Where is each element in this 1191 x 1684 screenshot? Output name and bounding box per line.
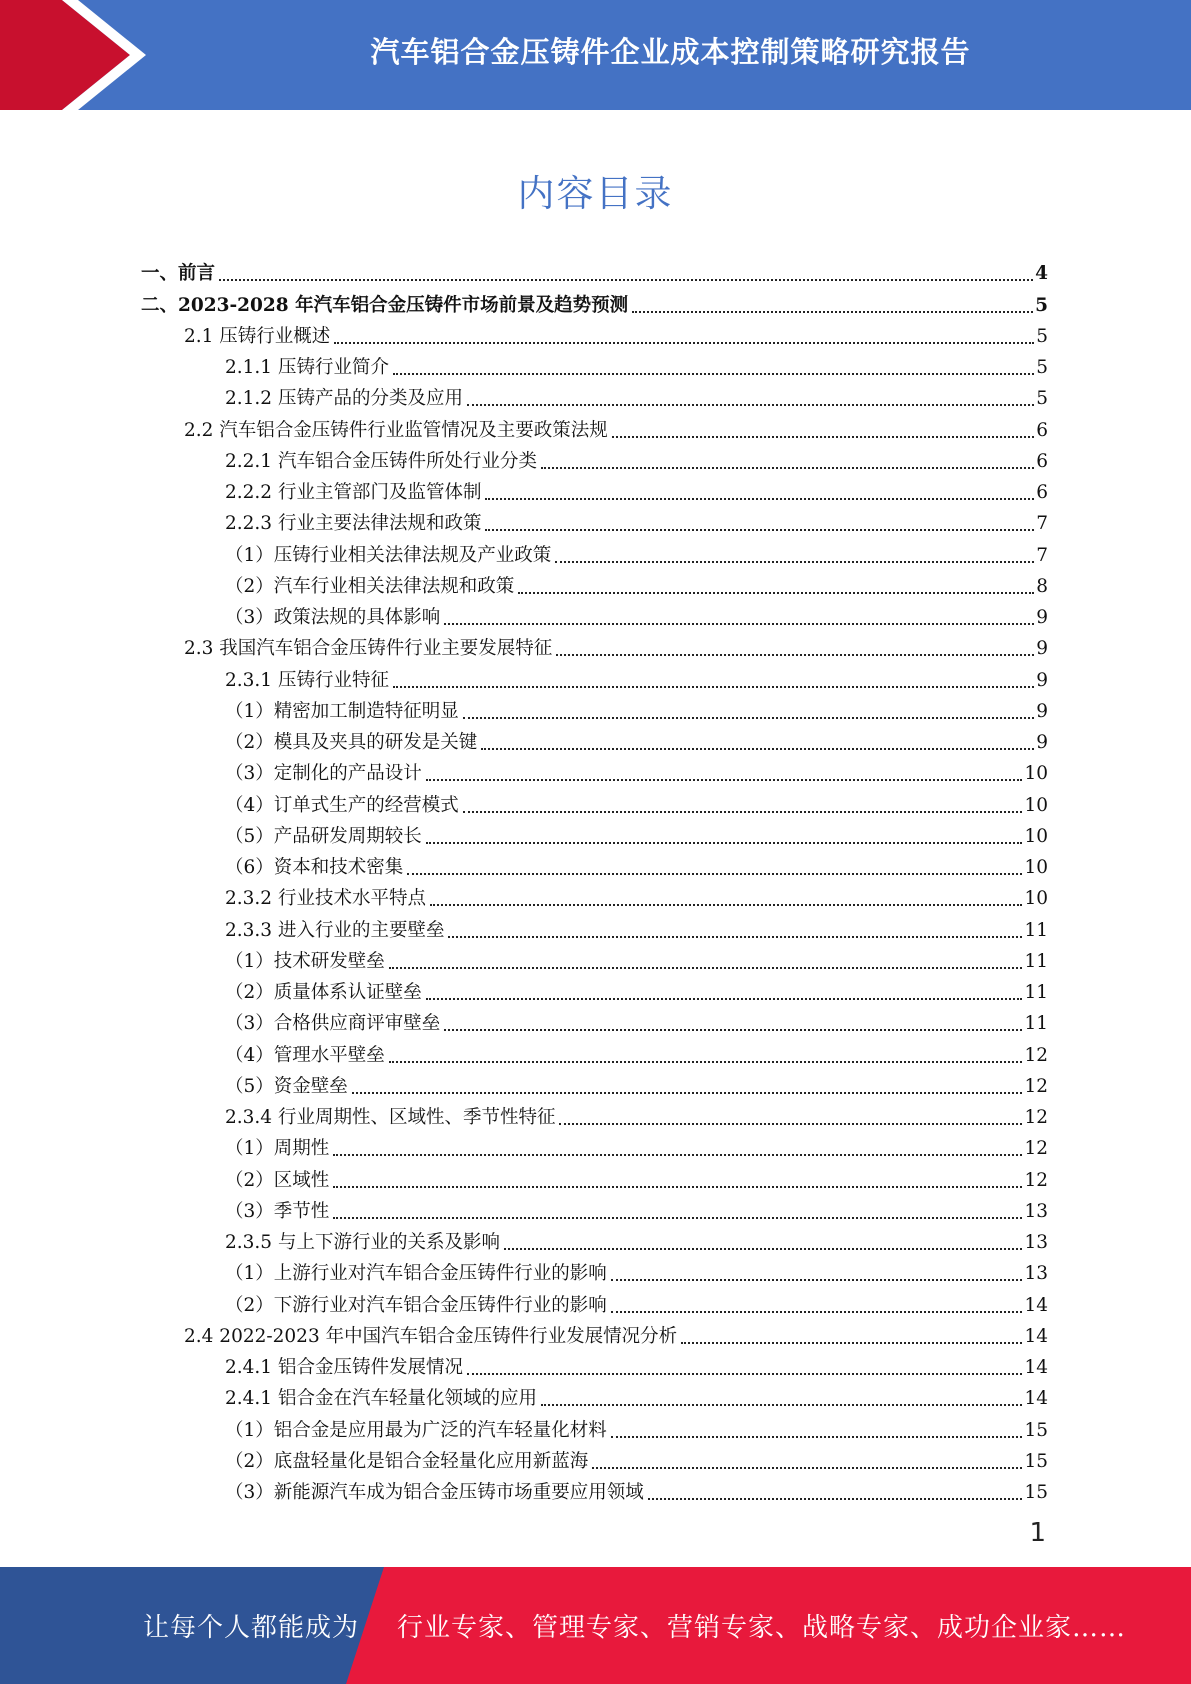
toc-dot-leader — [556, 654, 1034, 656]
toc-entry-title: （3）合格供应商评审壁垒 — [225, 1013, 441, 1035]
toc-entry-title: 2.2.2 行业主管部门及监管体制 — [225, 482, 482, 503]
toc-entry-page: 12 — [1024, 1044, 1048, 1066]
toc-entry-page: 14 — [1024, 1357, 1048, 1378]
toc-entry[interactable] — [141, 692, 1048, 723]
toc-dot-leader — [444, 1029, 1022, 1031]
toc-entry[interactable] — [141, 1160, 1048, 1191]
toc-entry-title: （2）汽车行业相关法律法规和政策 — [225, 575, 515, 597]
toc-entry-title: （1）技术研发壁垒 — [225, 950, 385, 972]
toc-entry[interactable] — [141, 879, 1048, 910]
toc-entry-title: （1）压铸行业相关法律法规及产业政策 — [225, 544, 552, 566]
toc-entry-title: 2.3 我国汽车铝合金压铸件行业主要发展特征 — [184, 638, 553, 660]
toc-entry[interactable] — [141, 848, 1048, 879]
toc-entry-title: （2）底盘轻量化是铝合金轻量化应用新蓝海 — [225, 1450, 589, 1472]
toc-entry[interactable] — [141, 348, 1048, 379]
toc-entry-title: （2）下游行业对汽车铝合金压铸件行业的影响 — [225, 1294, 607, 1316]
toc-entry[interactable] — [141, 1410, 1048, 1441]
toc-entry-page: 10 — [1024, 763, 1048, 785]
toc-heading: 内容目录 — [517, 172, 674, 215]
toc-entry-page: 11 — [1024, 982, 1048, 1003]
toc-dot-leader — [352, 1092, 1023, 1094]
toc-dot-leader — [333, 1186, 1022, 1188]
toc-entry[interactable] — [141, 1129, 1048, 1160]
toc-entry[interactable] — [141, 754, 1048, 785]
toc-entry-page: 6 — [1036, 482, 1048, 503]
toc-entry[interactable] — [141, 629, 1048, 660]
toc-entry[interactable] — [141, 598, 1048, 629]
toc-dot-leader — [681, 1342, 1022, 1344]
toc-dot-leader — [426, 998, 1023, 1000]
toc-entry-page: 10 — [1024, 794, 1048, 816]
toc-dot-leader — [648, 1498, 1023, 1500]
toc-entry[interactable] — [141, 910, 1048, 941]
toc-entry[interactable] — [141, 410, 1048, 441]
toc-dot-leader — [518, 592, 1034, 594]
toc-entry[interactable] — [141, 660, 1048, 691]
toc-dot-leader — [592, 1467, 1022, 1469]
toc-entry[interactable] — [141, 1442, 1048, 1473]
toc-entry[interactable] — [141, 285, 1048, 316]
toc-entry-title: （4）订单式生产的经营模式 — [225, 794, 459, 816]
toc-entry-page: 10 — [1024, 825, 1048, 847]
toc-entry[interactable] — [141, 567, 1048, 598]
toc-dot-leader — [612, 436, 1034, 438]
toc-entry[interactable] — [141, 723, 1048, 754]
toc-entry-title: （2）质量体系认证壁垒 — [225, 982, 422, 1003]
toc-entry[interactable] — [141, 1098, 1048, 1129]
toc-dot-leader — [393, 373, 1034, 375]
toc-entry-title: （2）区域性 — [225, 1169, 330, 1191]
toc-entry[interactable] — [141, 1379, 1048, 1410]
toc-dot-leader — [448, 936, 1022, 938]
toc-entry-page: 12 — [1024, 1138, 1048, 1160]
toc-entry[interactable] — [141, 1348, 1048, 1379]
toc-entry-title: （3）新能源汽车成为铝合金压铸市场重要应用领域 — [225, 1482, 644, 1503]
toc-entry-page: 14 — [1024, 1325, 1048, 1347]
toc-entry-page: 9 — [1036, 669, 1048, 691]
toc-dot-leader — [541, 467, 1034, 469]
toc-entry-title: （1）铝合金是应用最为广泛的汽车轻量化材料 — [225, 1419, 607, 1441]
toc-entry-page: 10 — [1024, 857, 1048, 878]
toc-entry-title: 2.3.2 行业技术水平特点 — [225, 888, 426, 910]
toc-entry-page: 6 — [1036, 419, 1048, 441]
toc-entry-title: 2.3.3 进入行业的主要壁垒 — [225, 919, 445, 941]
toc-entry-title: （2）模具及夹具的研发是关键 — [225, 732, 478, 753]
toc-dot-leader — [467, 1373, 1022, 1375]
toc-entry-title: 2.1.2 压铸产品的分类及应用 — [225, 388, 463, 410]
toc-entry-page: 15 — [1024, 1482, 1048, 1503]
toc-entry[interactable] — [141, 504, 1048, 535]
header-arrow-decoration — [0, 0, 160, 110]
toc-entry[interactable] — [141, 1223, 1048, 1254]
toc-entry[interactable] — [141, 1317, 1048, 1348]
table-of-contents — [141, 254, 1048, 1504]
toc-entry-page: 14 — [1024, 1294, 1048, 1316]
toc-entry-page: 11 — [1024, 950, 1048, 972]
toc-entry[interactable] — [141, 973, 1048, 1004]
toc-entry-title: 2.1 压铸行业概述 — [184, 325, 331, 347]
toc-dot-leader — [467, 404, 1034, 406]
toc-entry-page: 8 — [1036, 575, 1048, 597]
toc-entry-title: 2.4 2022-2023 年中国汽车铝合金压铸件行业发展情况分析 — [184, 1325, 678, 1347]
toc-entry-title: （3）政策法规的具体影响 — [225, 607, 441, 628]
toc-entry-page: 13 — [1024, 1200, 1048, 1222]
toc-dot-leader — [333, 1154, 1022, 1156]
toc-entry-title: 一、前言 — [141, 263, 216, 285]
toc-entry-title: （1）上游行业对汽车铝合金压铸件行业的影响 — [225, 1263, 607, 1285]
toc-dot-leader — [559, 1123, 1022, 1125]
toc-dot-leader — [541, 1404, 1022, 1406]
toc-entry-page: 9 — [1036, 638, 1048, 660]
toc-entry-page: 13 — [1024, 1232, 1048, 1253]
toc-entry[interactable] — [141, 942, 1048, 973]
toc-dot-leader — [632, 311, 1033, 313]
toc-entry-title: （1）周期性 — [225, 1138, 330, 1160]
toc-dot-leader — [485, 529, 1034, 531]
toc-entry-page: 7 — [1036, 544, 1048, 566]
toc-entry-page: 5 — [1036, 325, 1048, 347]
toc-entry-title: 2.2.3 行业主要法律法规和政策 — [225, 513, 482, 535]
toc-entry-page: 7 — [1036, 513, 1048, 535]
toc-entry-page: 10 — [1024, 888, 1048, 910]
toc-entry[interactable] — [141, 1067, 1048, 1098]
toc-dot-leader — [430, 904, 1022, 906]
toc-entry[interactable] — [141, 1004, 1048, 1035]
toc-entry[interactable] — [141, 1035, 1048, 1066]
toc-dot-leader — [485, 498, 1034, 500]
toc-dot-leader — [333, 1217, 1022, 1219]
toc-entry[interactable] — [141, 1285, 1048, 1316]
toc-entry[interactable] — [141, 1473, 1048, 1504]
page-header-band — [0, 0, 1191, 110]
toc-entry-title: 2.4.1 铝合金在汽车轻量化领域的应用 — [225, 1388, 537, 1410]
toc-entry[interactable] — [141, 317, 1048, 348]
toc-entry-page: 12 — [1024, 1169, 1048, 1191]
toc-dot-leader — [426, 779, 1023, 781]
toc-entry-title: （6）资本和技术密集 — [225, 857, 404, 878]
toc-dot-leader — [334, 342, 1034, 344]
toc-entry-title: 2.3.4 行业周期性、区域性、季节性特征 — [225, 1107, 556, 1128]
page-footer-band — [0, 1567, 1191, 1684]
toc-entry-title: （5）资金壁垒 — [225, 1075, 348, 1097]
toc-entry-page: 9 — [1036, 607, 1048, 628]
toc-entry[interactable] — [141, 379, 1048, 410]
toc-entry[interactable] — [141, 817, 1048, 848]
toc-dot-leader — [219, 279, 1033, 281]
toc-entry-page: 15 — [1024, 1450, 1048, 1472]
toc-entry-title: 2.3.5 与上下游行业的关系及影响 — [225, 1232, 500, 1253]
toc-dot-leader — [463, 811, 1023, 813]
toc-entry-page: 9 — [1036, 732, 1048, 753]
toc-entry-page: 4 — [1035, 263, 1048, 285]
toc-entry[interactable] — [141, 473, 1048, 504]
toc-dot-leader — [481, 748, 1034, 750]
toc-entry-page: 6 — [1036, 450, 1048, 472]
toc-entry[interactable] — [141, 254, 1048, 285]
toc-entry-title: 2.2.1 汽车铝合金压铸件所处行业分类 — [225, 450, 537, 472]
toc-dot-leader — [463, 717, 1034, 719]
toc-dot-leader — [555, 561, 1034, 563]
toc-entry-title: 2.1.1 压铸行业简介 — [225, 357, 389, 378]
toc-entry-page: 5 — [1036, 357, 1048, 378]
toc-entry[interactable] — [141, 535, 1048, 566]
toc-entry-title: （3）定制化的产品设计 — [225, 763, 422, 785]
toc-dot-leader — [504, 1248, 1022, 1250]
toc-dot-leader — [407, 873, 1022, 875]
toc-entry-title: （3）季节性 — [225, 1200, 330, 1222]
toc-entry-page: 9 — [1036, 700, 1048, 722]
toc-entry-title: 2.3.1 压铸行业特征 — [225, 669, 389, 691]
toc-entry[interactable] — [141, 442, 1048, 473]
toc-entry-title: 2.2 汽车铝合金压铸件行业监管情况及主要政策法规 — [184, 419, 608, 441]
toc-dot-leader — [426, 842, 1023, 844]
toc-entry-title: （4）管理水平壁垒 — [225, 1044, 385, 1066]
toc-dot-leader — [444, 623, 1034, 625]
footer-slogan-left: 让每个人都能成为 — [143, 1613, 360, 1643]
toc-dot-leader — [389, 1061, 1023, 1063]
toc-entry-page: 11 — [1024, 919, 1048, 941]
toc-entry-title: （1）精密加工制造特征明显 — [225, 700, 459, 722]
toc-dot-leader — [393, 686, 1034, 688]
toc-entry[interactable] — [141, 785, 1048, 816]
toc-entry-page: 15 — [1024, 1419, 1048, 1441]
toc-entry-title: 二、2023-2028 年汽车铝合金压铸件市场前景及趋势预测 — [141, 294, 629, 316]
toc-entry-page: 14 — [1024, 1388, 1048, 1410]
toc-entry-page: 5 — [1036, 388, 1048, 410]
page-number: 1 — [1029, 1518, 1046, 1548]
footer-slogan-right: 行业专家、管理专家、营销专家、战略专家、成功企业家…… — [397, 1613, 1127, 1643]
toc-dot-leader — [389, 967, 1023, 969]
toc-entry-page: 12 — [1024, 1075, 1048, 1097]
toc-entry-page: 12 — [1024, 1107, 1048, 1128]
toc-entry-page: 13 — [1024, 1263, 1048, 1285]
toc-dot-leader — [611, 1311, 1023, 1313]
toc-entry-page: 5 — [1035, 294, 1048, 316]
toc-entry[interactable] — [141, 1254, 1048, 1285]
report-title: 汽车铝合金压铸件企业成本控制策略研究报告 — [370, 34, 971, 69]
toc-entry-page: 11 — [1024, 1013, 1048, 1035]
toc-dot-leader — [611, 1436, 1023, 1438]
toc-entry-title: 2.4.1 铝合金压铸件发展情况 — [225, 1357, 463, 1378]
toc-entry-title: （5）产品研发周期较长 — [225, 825, 422, 847]
toc-dot-leader — [611, 1279, 1023, 1281]
toc-entry[interactable] — [141, 1192, 1048, 1223]
